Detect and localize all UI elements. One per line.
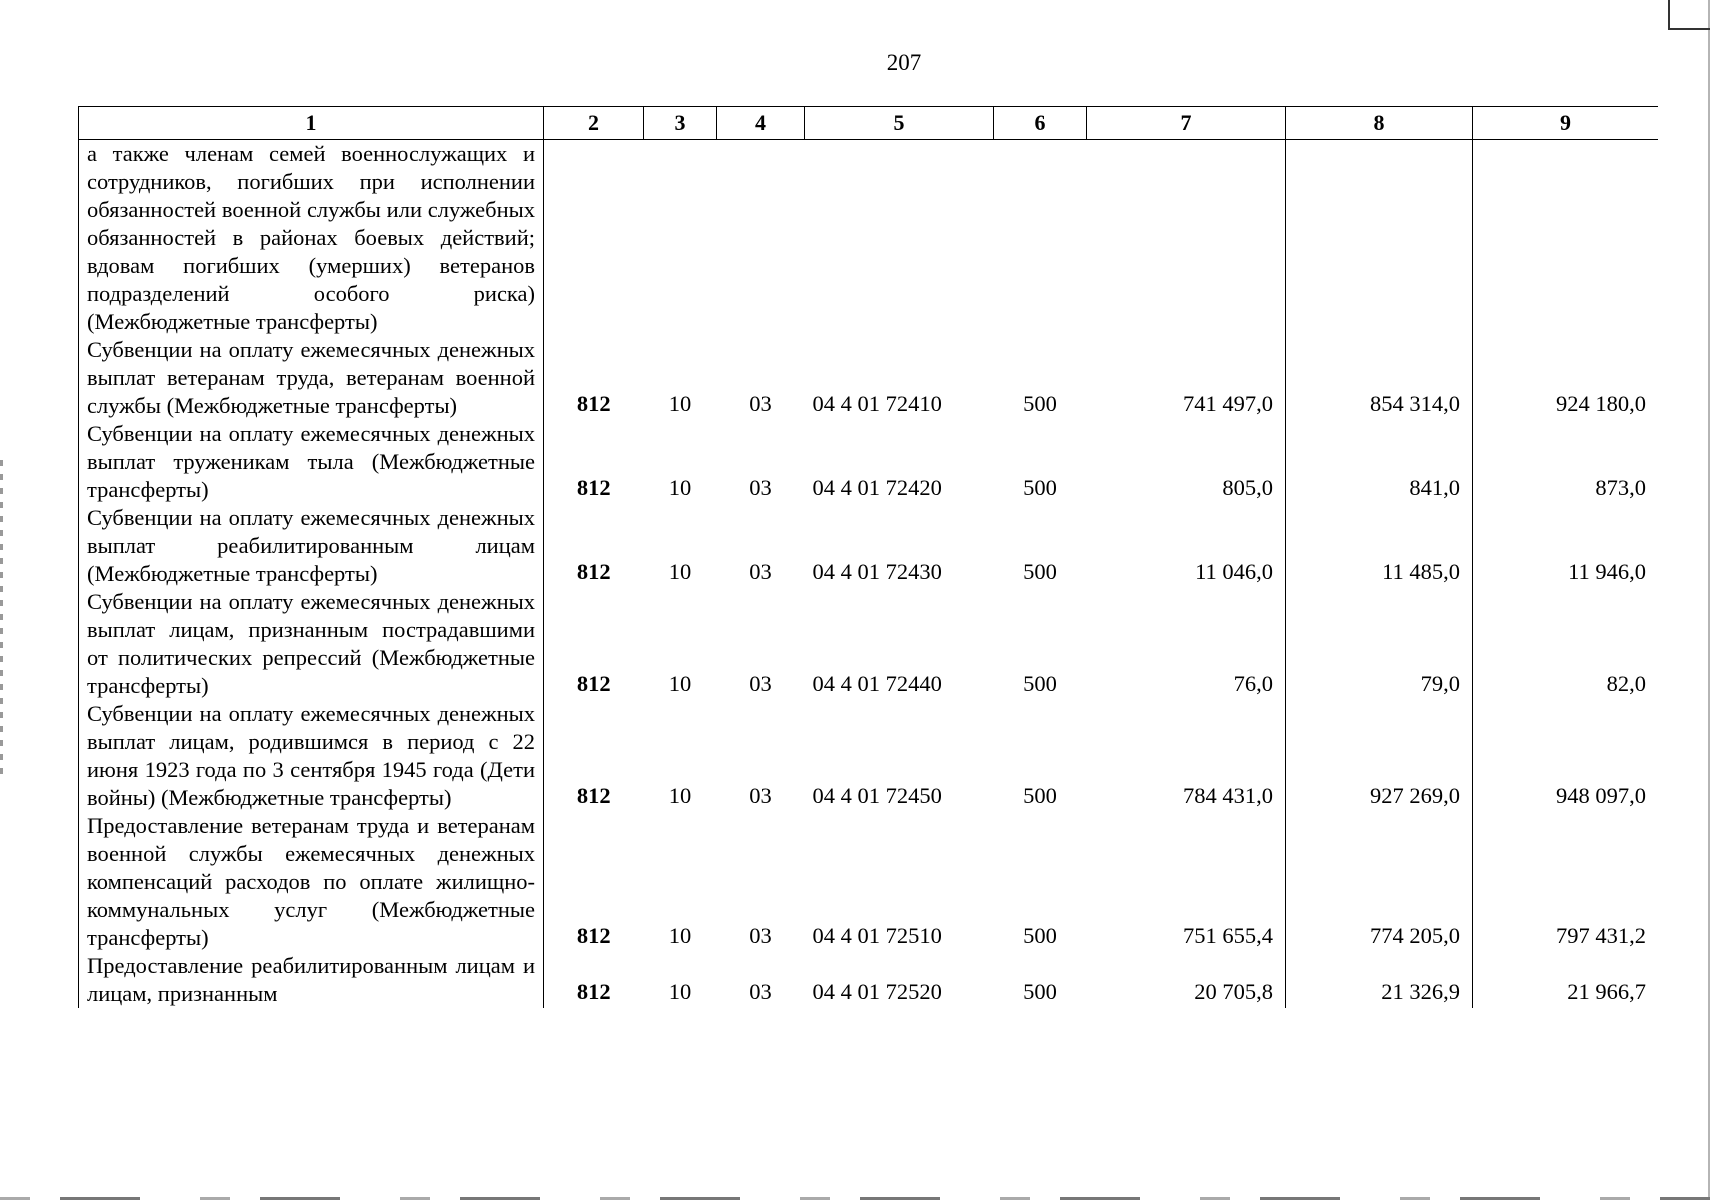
cell-subsection: 03 <box>749 475 772 500</box>
cell-expense-type <box>994 140 1087 337</box>
row-description: Субвенции на оплату ежемесячных денежных выплат труженикам тыла (Межбюджетные трансферты) <box>79 420 544 504</box>
cell-section: 10 <box>668 923 692 948</box>
header-col-7: 7 <box>1087 107 1286 140</box>
budget-table <box>78 106 1658 1008</box>
budget-table-container <box>78 106 1658 1106</box>
row-description: Субвенции на оплату ежемесячных денежных выплат ветеранам труда, ветеранам военной службы (Межбюджетные трансферты) <box>79 336 544 420</box>
cell-amount-year2: 927 269,0 <box>1286 700 1473 812</box>
cell-amount-year3: 82,0 <box>1473 588 1659 700</box>
cell-subsection: 03 <box>749 979 772 1004</box>
table-row <box>79 952 1659 1008</box>
cell-amount-year1: 784 431,0 <box>1183 783 1273 808</box>
row-description: Субвенции на оплату ежемесячных денежных выплат лицам, родившимся в период с 22 июня 1923 года по 3 сентября 1945 года (Дети войны) (Межбюджетные трансферты) <box>79 700 544 812</box>
cell-section <box>644 140 717 337</box>
cell-ministry-code: 812 <box>576 475 611 500</box>
cell-amount-year1: 11 046,0 <box>1195 559 1273 584</box>
table-row <box>79 812 1659 952</box>
cell-amount-year2 <box>1286 140 1473 337</box>
cell-subsection: 03 <box>749 671 772 696</box>
cell-target-article: 04 4 01 72440 <box>812 671 942 696</box>
cell-subsection: 03 <box>749 559 772 584</box>
header-col-5: 5 <box>805 107 994 140</box>
table-row <box>79 700 1659 812</box>
cell-ministry-code: 812 <box>576 391 611 416</box>
cell-amount-year3: 11 946,0 <box>1473 504 1659 588</box>
header-col-2: 2 <box>544 107 644 140</box>
page-number: 207 <box>886 50 922 75</box>
scan-left-artifact <box>0 460 3 780</box>
cell-amount-year2: 11 485,0 <box>1286 504 1473 588</box>
cell-amount-year3: 797 431,2 <box>1473 812 1659 952</box>
table-header-row <box>79 107 1659 140</box>
cell-amount-year1: 76,0 <box>1233 671 1273 696</box>
cell-target-article: 04 4 01 72410 <box>812 391 942 416</box>
cell-amount-year3: 21 966,7 <box>1473 952 1659 1008</box>
table-row <box>79 140 1659 337</box>
cell-subsection: 03 <box>749 783 772 808</box>
cell-subsection: 03 <box>749 923 772 948</box>
table-row <box>79 588 1659 700</box>
cell-ministry-code: 812 <box>576 979 611 1004</box>
cell-subsection: 03 <box>749 391 772 416</box>
cell-section: 10 <box>668 979 692 1004</box>
table-row <box>79 336 1659 420</box>
cell-expense-type: 500 <box>1023 923 1057 948</box>
row-description: Субвенции на оплату ежемесячных денежных выплат лицам, признанным пострадавшими от политических репрессий (Межбюджетные трансферты) <box>79 588 544 700</box>
cell-subsection <box>717 140 805 337</box>
cell-amount-year1: 805,0 <box>1222 475 1273 500</box>
cell-expense-type: 500 <box>1023 979 1057 1004</box>
cell-target-article: 04 4 01 72510 <box>812 923 942 948</box>
header-col-4: 4 <box>717 107 805 140</box>
cell-amount-year1: 741 497,0 <box>1183 391 1273 416</box>
cell-expense-type: 500 <box>1023 475 1057 500</box>
cell-target-article: 04 4 01 72520 <box>812 979 942 1004</box>
cell-section: 10 <box>668 783 692 808</box>
cell-target-article: 04 4 01 72430 <box>812 559 942 584</box>
header-col-1: 1 <box>79 107 544 140</box>
cell-expense-type: 500 <box>1023 559 1057 584</box>
cell-amount-year3: 873,0 <box>1473 420 1659 504</box>
cell-ministry-code <box>544 140 644 337</box>
cell-amount-year2: 774 205,0 <box>1286 812 1473 952</box>
row-description: Субвенции на оплату ежемесячных денежных выплат реабилитированным лицам (Межбюджетные трансферты) <box>79 504 544 588</box>
cell-target-article: 04 4 01 72420 <box>812 475 942 500</box>
cell-amount-year3: 924 180,0 <box>1473 336 1659 420</box>
cell-section: 10 <box>668 559 692 584</box>
row-description: Предоставление реабилитированным лицам и лицам, признанным <box>79 952 544 1008</box>
cell-amount-year3: 948 097,0 <box>1473 700 1659 812</box>
cell-amount-year2: 841,0 <box>1286 420 1473 504</box>
table-row <box>79 504 1659 588</box>
cell-amount-year2: 79,0 <box>1286 588 1473 700</box>
cell-amount-year3 <box>1473 140 1659 337</box>
cell-expense-type: 500 <box>1023 391 1057 416</box>
header-col-6: 6 <box>994 107 1087 140</box>
table-row <box>79 420 1659 504</box>
header-col-9: 9 <box>1473 107 1659 140</box>
cell-amount-year1: 20 705,8 <box>1194 979 1273 1004</box>
cell-ministry-code: 812 <box>576 559 611 584</box>
cell-expense-type: 500 <box>1023 671 1057 696</box>
cell-target-article: 04 4 01 72450 <box>812 783 942 808</box>
cell-ministry-code: 812 <box>576 783 611 808</box>
cell-ministry-code: 812 <box>576 671 611 696</box>
header-col-8: 8 <box>1286 107 1473 140</box>
cell-amount-year2: 854 314,0 <box>1286 336 1473 420</box>
header-col-3: 3 <box>644 107 717 140</box>
cell-amount-year1: 751 655,4 <box>1183 923 1273 948</box>
cell-amount-year1 <box>1087 140 1286 337</box>
cell-section: 10 <box>668 475 692 500</box>
cell-ministry-code: 812 <box>576 923 611 948</box>
cell-target-article <box>805 140 994 337</box>
cell-section: 10 <box>668 671 692 696</box>
cell-amount-year2: 21 326,9 <box>1286 952 1473 1008</box>
cell-section: 10 <box>668 391 692 416</box>
row-description: Предоставление ветеранам труда и ветеранам военной службы ежемесячных денежных компенсаций расходов по оплате жилищно-коммунальных услуг (Межбюджетные трансферты) <box>79 812 544 952</box>
scan-corner-mark <box>1668 0 1710 30</box>
cell-expense-type: 500 <box>1023 783 1057 808</box>
row-description: а также членам семей военнослужащих и сотрудников, погибших при исполнении обязанностей военной службы или служебных обязанностей в районах боевых действий; вдовам погибших (умерших) ветеранов подразделений особого риска) (Межбюджетные трансферты) <box>79 140 544 337</box>
